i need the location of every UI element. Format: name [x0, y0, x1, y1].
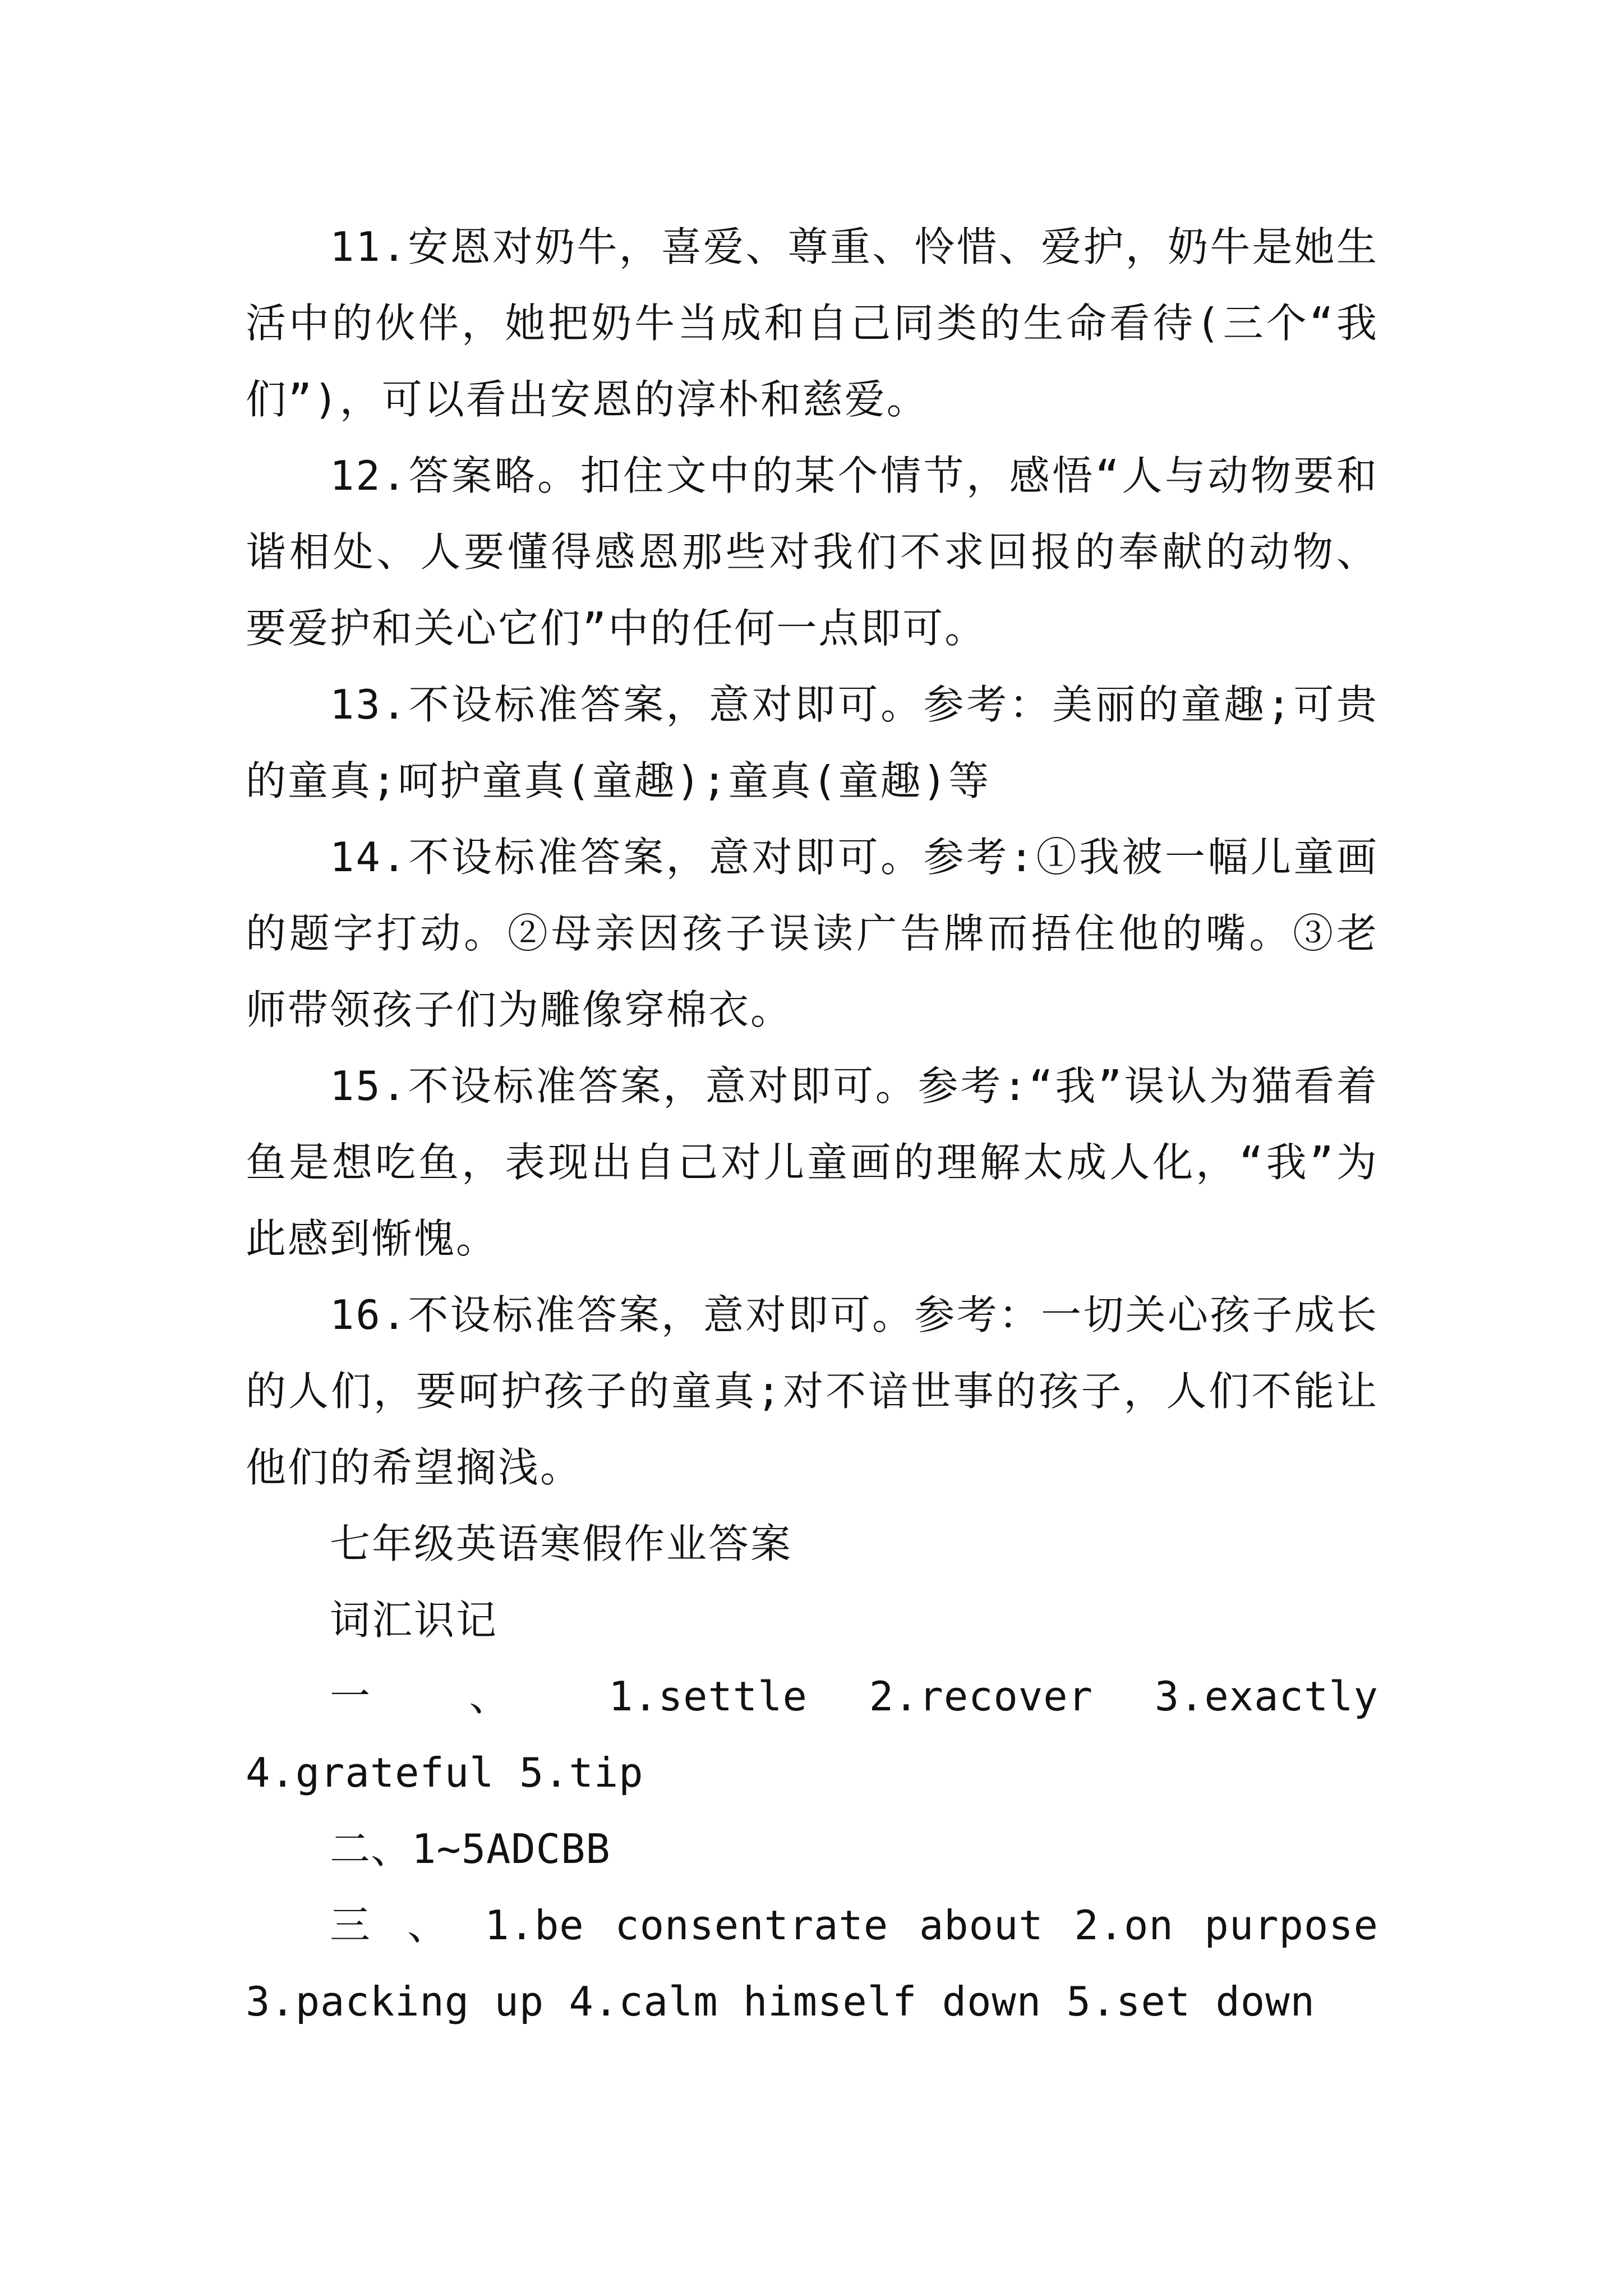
answer-paragraph-14: 14.不设标准答案，意对即可。参考:①我被一幅儿童画的题字打动。②母亲因孩子误读广告牌而捂住他的嘴。③老师带领孩子们为雕像穿棉衣。 — [246, 834, 1378, 1033]
document-body — [246, 209, 1378, 2040]
vocabulary-answer-2: 二、1~5ADCBB — [330, 1825, 611, 1872]
answer-paragraph-15: 15.不设标准答案，意对即可。参考:“我”误认为猫看着鱼是想吃鱼，表现出自己对儿童画的理解太成人化，“我”为此感到惭愧。 — [246, 1062, 1378, 1262]
answer-paragraph-13: 13.不设标准答案，意对即可。参考：美丽的童趣;可贵的童真;呵护童真(童趣);童真(童趣)等 — [246, 681, 1378, 804]
vocabulary-answer-3: 三 、 1.be consentrate about 2.on purpose 3.packing up 4.calm himself down 5.set down — [246, 1902, 1378, 2025]
answer-paragraph-11: 11.安恩对奶牛，喜爱、尊重、怜惜、爱护，奶牛是她生活中的伙伴，她把奶牛当成和自己同类的生命看待(三个“我们”)，可以看出安恩的淳朴和慈爱。 — [246, 223, 1378, 423]
answer-paragraph-16: 16.不设标准答案，意对即可。参考：一切关心孩子成长的人们，要呵护孩子的童真;对不谙世事的孩子，人们不能让他们的希望搁浅。 — [246, 1291, 1378, 1491]
vocabulary-answer-1: 一 、 1.settle 2.recover 3.exactly 4.grateful 5.tip — [246, 1673, 1378, 1796]
subsection-title: 词汇识记 — [330, 1596, 499, 1644]
answer-paragraph-12: 12.答案略。扣住文中的某个情节，感悟“人与动物要和谐相处、人要懂得感恩那些对我们不求回报的奉献的动物、要爱护和关心它们”中的任何一点即可。 — [246, 452, 1378, 652]
section-title: 七年级英语寒假作业答案 — [330, 1520, 793, 1567]
